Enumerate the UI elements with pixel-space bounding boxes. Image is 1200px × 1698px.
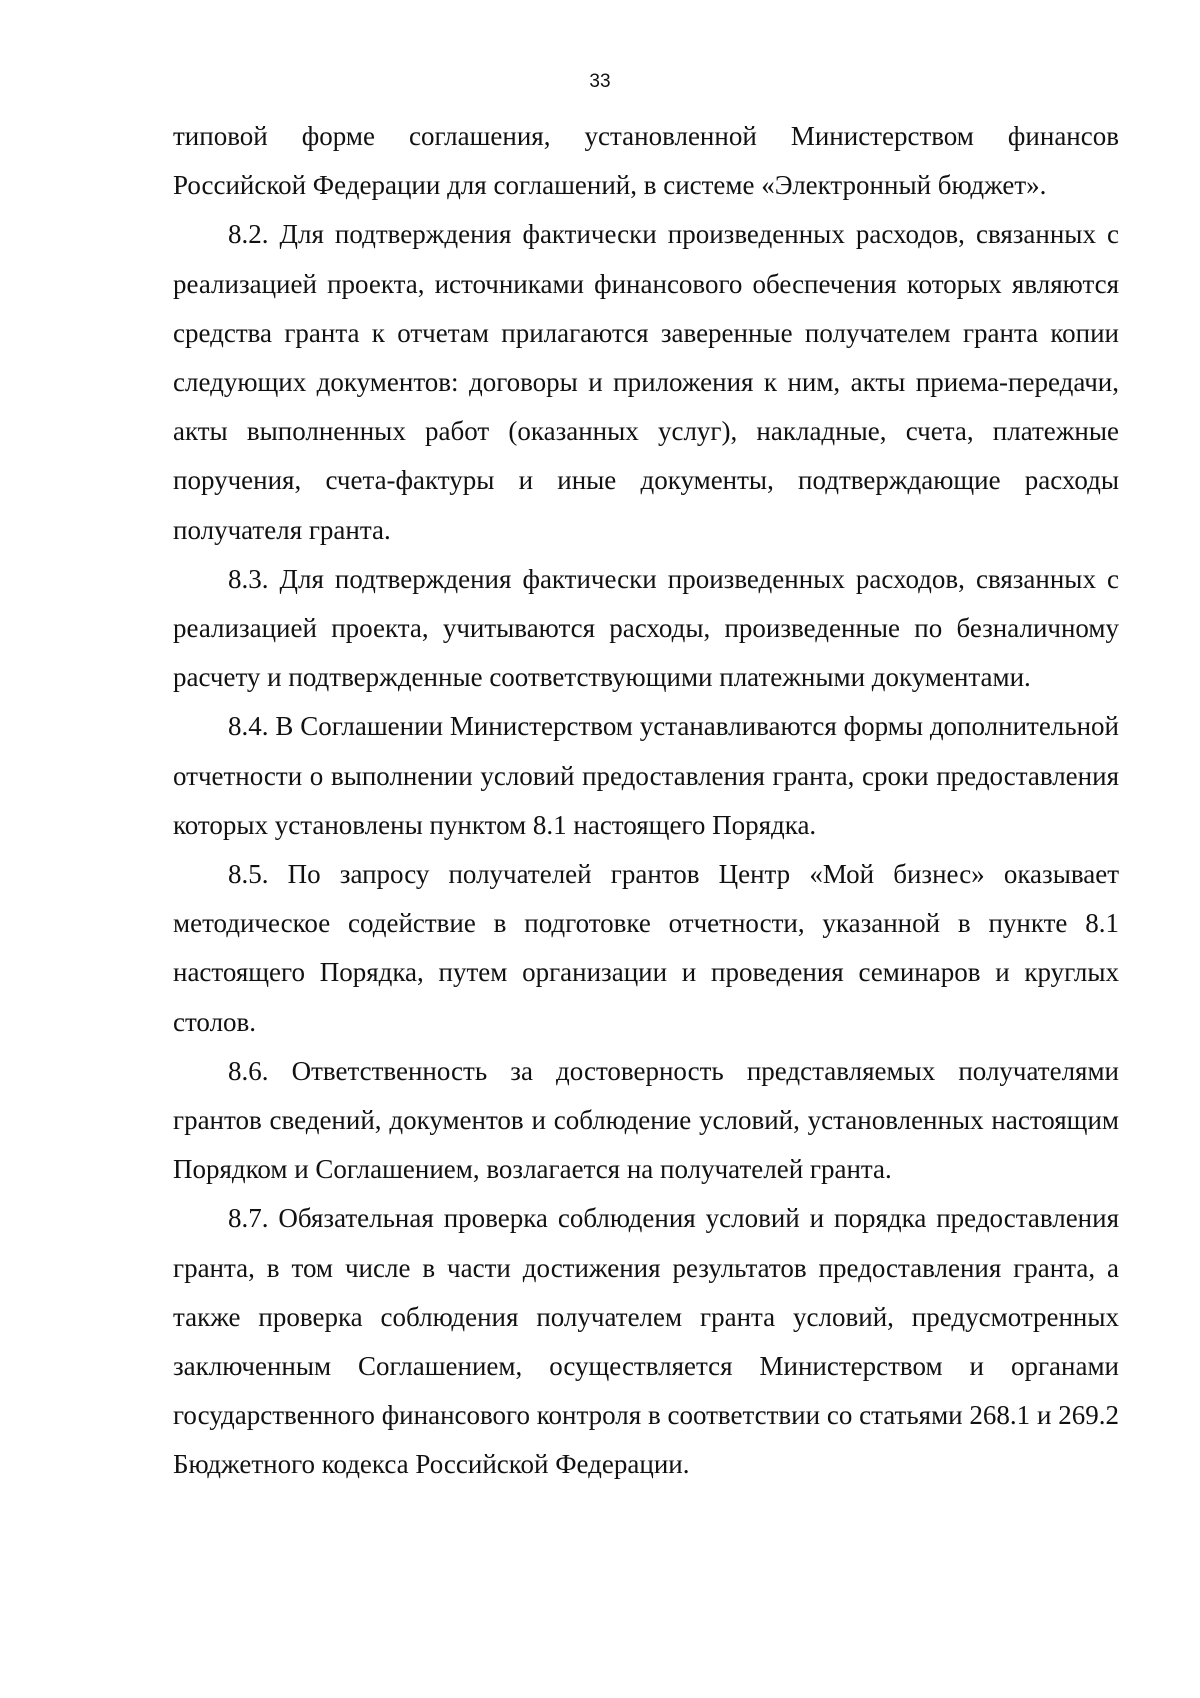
paragraph-8-2: 8.2. Для подтверждения фактически произведенных расходов, связанных с реализацией проекта, источниками финансового обеспечения которых являются средства гранта к отчетам прилагаются заверенные получателем гранта копии следующих документов: договоры и приложения к ним, акты приема-передачи, акты выполненных работ (оказанных услуг), накладные, счета, платежные поручения, счета-фактуры и иные документы, подтверждающие расходы получателя гранта. [173, 219, 1119, 545]
paragraph-8-4: 8.4. В Соглашении Министерством устанавливаются формы дополнительной отчетности о выполнении условий предоставления гранта, сроки предоставления которых установлены пунктом 8.1 настоящего Порядка. [173, 711, 1119, 840]
paragraph-continuation: типовой форме соглашения, установленной Министерством финансов Российской Федерации для соглашений, в системе «Электронный бюджет». [173, 121, 1119, 201]
paragraph-8-5: 8.5. По запросу получателей грантов Центр «Мой бизнес» оказывает методическое содействие в подготовке отчетности, указанной в пункте 8.1 настоящего Порядка, путем организации и проведения семинаров и круглых столов. [173, 859, 1119, 1037]
document-body [173, 112, 1119, 1490]
page-number: 33 [589, 71, 611, 92]
paragraph-8-6: 8.6. Ответственность за достоверность представляемых получателями грантов сведений, документов и соблюдение условий, установленных настоящим Порядком и Соглашением, возлагается на получателей гранта. [173, 1055, 1119, 1185]
paragraph-8-7: 8.7. Обязательная проверка соблюдения условий и порядка предоставления гранта, в том числе в части достижения результатов предоставления гранта, а также проверка соблюдения получателем гранта условий, предусмотренных заключенным Соглашением, осуществляется Министерством и органами государственного финансового контроля в соответствии со статьями 268.1 и 269.2 Бюджетного кодекса Российской Федерации. [173, 1203, 1119, 1480]
paragraph-8-3: 8.3. Для подтверждения фактически произведенных расходов, связанных с реализацией проекта, учитываются расходы, произведенные по безналичному расчету и подтвержденные соответствующими платежными документами. [173, 563, 1119, 693]
